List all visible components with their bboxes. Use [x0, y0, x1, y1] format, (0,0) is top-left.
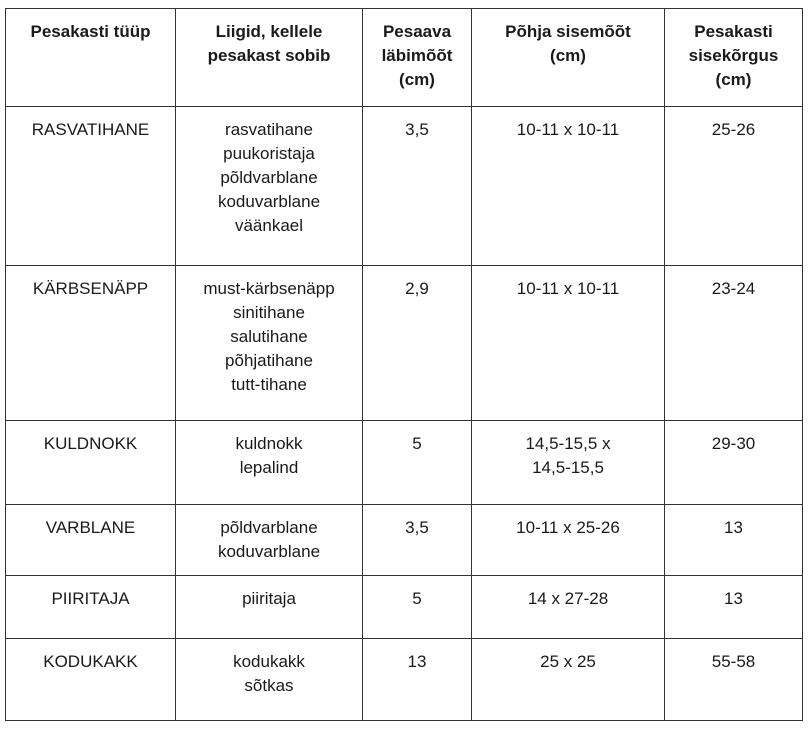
header-species: Liigid, kellele pesakast sobib — [176, 9, 363, 107]
cell-inner-height: 13 — [665, 576, 803, 639]
cell-species: piiritaja — [176, 576, 363, 639]
cell-hole-diameter: 3,5 — [363, 505, 472, 576]
table-row — [6, 505, 803, 576]
cell-species: kodukakk sõtkas — [176, 639, 363, 721]
cell-box-type: KÄRBSENÄPP — [6, 266, 176, 421]
cell-hole-diameter: 5 — [363, 576, 472, 639]
cell-floor-size: 14,5-15,5 x 14,5-15,5 — [472, 421, 665, 505]
cell-species: must-kärbsenäpp sinitihane salutihane põhjatihane tutt-tihane — [176, 266, 363, 421]
cell-hole-diameter: 5 — [363, 421, 472, 505]
table-row — [6, 107, 803, 266]
table-header-row — [6, 9, 803, 107]
header-floor-size: Põhja sisemõõt (cm) — [472, 9, 665, 107]
cell-inner-height: 13 — [665, 505, 803, 576]
cell-inner-height: 55-58 — [665, 639, 803, 721]
cell-floor-size: 10-11 x 10-11 — [472, 266, 665, 421]
header-inner-height: Pesakasti sisekõrgus (cm) — [665, 9, 803, 107]
cell-box-type: VARBLANE — [6, 505, 176, 576]
table-row — [6, 639, 803, 721]
header-box-type: Pesakasti tüüp — [6, 9, 176, 107]
header-hole-diameter: Pesaava läbimõõt (cm) — [363, 9, 472, 107]
cell-box-type: PIIRITAJA — [6, 576, 176, 639]
table-row — [6, 421, 803, 505]
cell-inner-height: 25-26 — [665, 107, 803, 266]
cell-species: kuldnokk lepalind — [176, 421, 363, 505]
cell-inner-height: 29-30 — [665, 421, 803, 505]
cell-species: rasvatihane puukoristaja põldvarblane koduvarblane väänkael — [176, 107, 363, 266]
cell-hole-diameter: 13 — [363, 639, 472, 721]
cell-box-type: KULDNOKK — [6, 421, 176, 505]
cell-box-type: RASVATIHANE — [6, 107, 176, 266]
cell-box-type: KODUKAKK — [6, 639, 176, 721]
table-row — [6, 576, 803, 639]
cell-inner-height: 23-24 — [665, 266, 803, 421]
table-row — [6, 266, 803, 421]
cell-floor-size: 25 x 25 — [472, 639, 665, 721]
cell-hole-diameter: 3,5 — [363, 107, 472, 266]
cell-floor-size: 10-11 x 25-26 — [472, 505, 665, 576]
nest-box-table — [5, 8, 803, 721]
cell-species: põldvarblane koduvarblane — [176, 505, 363, 576]
cell-floor-size: 10-11 x 10-11 — [472, 107, 665, 266]
cell-hole-diameter: 2,9 — [363, 266, 472, 421]
cell-floor-size: 14 x 27-28 — [472, 576, 665, 639]
